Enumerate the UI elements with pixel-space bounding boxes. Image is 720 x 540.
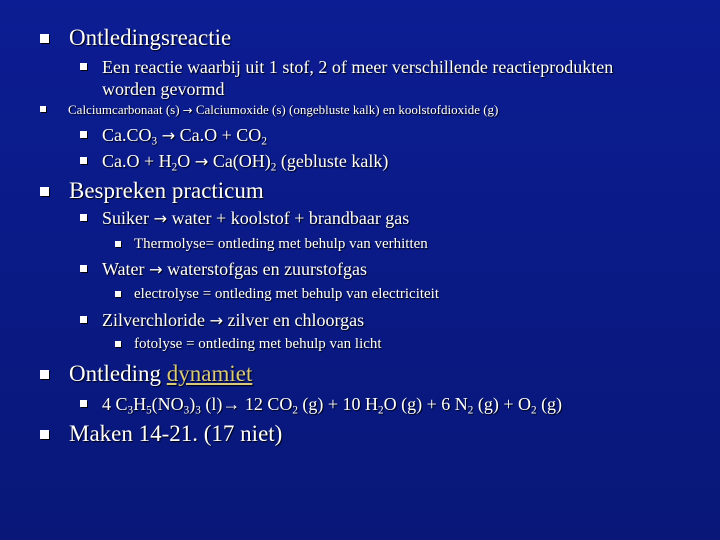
dynamiet-equation: 4 $C_3H_5(NO_3)_3$ (l)→ 12 $CO_2$ (g) + 10 $H_2O$ (g) + 6 $N_2$ $(g) + O_2$ (g) — [102, 394, 563, 417]
square-bullet-icon — [40, 430, 49, 439]
square-bullet-icon — [40, 187, 49, 196]
bullet-thermolyse — [115, 235, 428, 254]
reactant-text: Zilverchloride — [102, 310, 205, 330]
dynamiet-link[interactable]: dynamiet — [166, 361, 253, 386]
equation-part: (gebluste kalk) — [280, 151, 389, 171]
heading-bespreken-practicum: Bespreken practicum — [69, 178, 264, 203]
bullet-zilverchloride — [80, 309, 364, 332]
bullet-water — [80, 258, 367, 281]
equation-part: Ca.O + CO — [179, 125, 262, 145]
heading-ontleding: Ontleding — [69, 361, 161, 386]
bullet-ontleding-dynamiet — [40, 360, 252, 388]
definition-line-2: worden gevormd — [102, 79, 225, 99]
bullet-electrolyse — [115, 285, 439, 304]
arrow-icon: → — [153, 209, 168, 228]
definition-line-1: Een reactie waarbij uit 1 stof, 2 of meer verschillende reactieprodukten — [102, 57, 614, 77]
bullet-ontledingsreactie — [40, 24, 231, 52]
square-bullet-icon — [80, 265, 87, 272]
product-text: waterstofgas en zuurstofgas — [167, 259, 368, 279]
square-bullet-icon — [115, 291, 121, 297]
equation-part: Ca(OH) — [212, 151, 271, 171]
electrolyse-text: electrolyse = ontleding met behulp van electriciteit — [134, 286, 440, 302]
square-bullet-icon — [115, 241, 121, 247]
arrow-icon: → — [182, 103, 193, 117]
product-text: Calciumoxide (s) (ongebluste kalk) en koolstofdioxide (g) — [195, 102, 499, 117]
arrow-icon: → — [194, 152, 209, 171]
bullet-calciumcarbonaat — [40, 100, 498, 120]
arrow-icon: → — [209, 311, 224, 330]
square-bullet-icon — [115, 341, 121, 347]
square-bullet-icon — [40, 34, 49, 43]
square-bullet-icon — [80, 131, 87, 138]
bullet-definition — [80, 56, 613, 100]
fotolyse-text: fotolyse = ontleding met behulp van licht — [134, 336, 382, 352]
product-text: zilver en chloorgas — [227, 310, 365, 330]
bullet-suiker — [80, 207, 409, 230]
bullet-cao-equation — [80, 150, 388, 173]
heading-maken: Maken 14-21. (17 niet) — [69, 421, 283, 446]
subscript: 2 — [171, 161, 178, 174]
bullet-fotolyse — [115, 335, 382, 354]
thermolyse-text: Thermolyse= ontleding met behulp van verhitten — [134, 236, 428, 252]
equation-part: Ca.O + H — [102, 151, 172, 171]
equation-part: O — [177, 151, 191, 171]
square-bullet-icon — [80, 214, 87, 221]
subscript: 3 — [151, 135, 158, 148]
subscript: 2 — [270, 161, 277, 174]
square-bullet-icon — [80, 63, 87, 70]
equation-part: Ca.CO — [102, 125, 152, 145]
bullet-caco3-equation — [80, 124, 267, 147]
subscript: 2 — [261, 135, 267, 148]
square-bullet-icon — [40, 370, 49, 379]
square-bullet-icon — [40, 106, 46, 112]
bullet-dynamiet-equation — [80, 393, 562, 415]
reactant-text: Suiker — [102, 208, 149, 228]
square-bullet-icon — [80, 157, 87, 164]
bullet-maken — [40, 420, 282, 448]
product-text: water + koolstof + brandbaar gas — [171, 208, 410, 228]
reactant-text: Water — [102, 259, 145, 279]
bullet-bespreken-practicum — [40, 177, 264, 205]
arrow-icon: → — [149, 260, 163, 279]
square-bullet-icon — [80, 316, 87, 323]
square-bullet-icon — [80, 400, 87, 407]
reactant-text: Calciumcarbonaat (s) — [68, 102, 180, 117]
heading-ontledingsreactie: Ontledingsreactie — [69, 25, 232, 50]
arrow-icon: → — [161, 126, 176, 145]
